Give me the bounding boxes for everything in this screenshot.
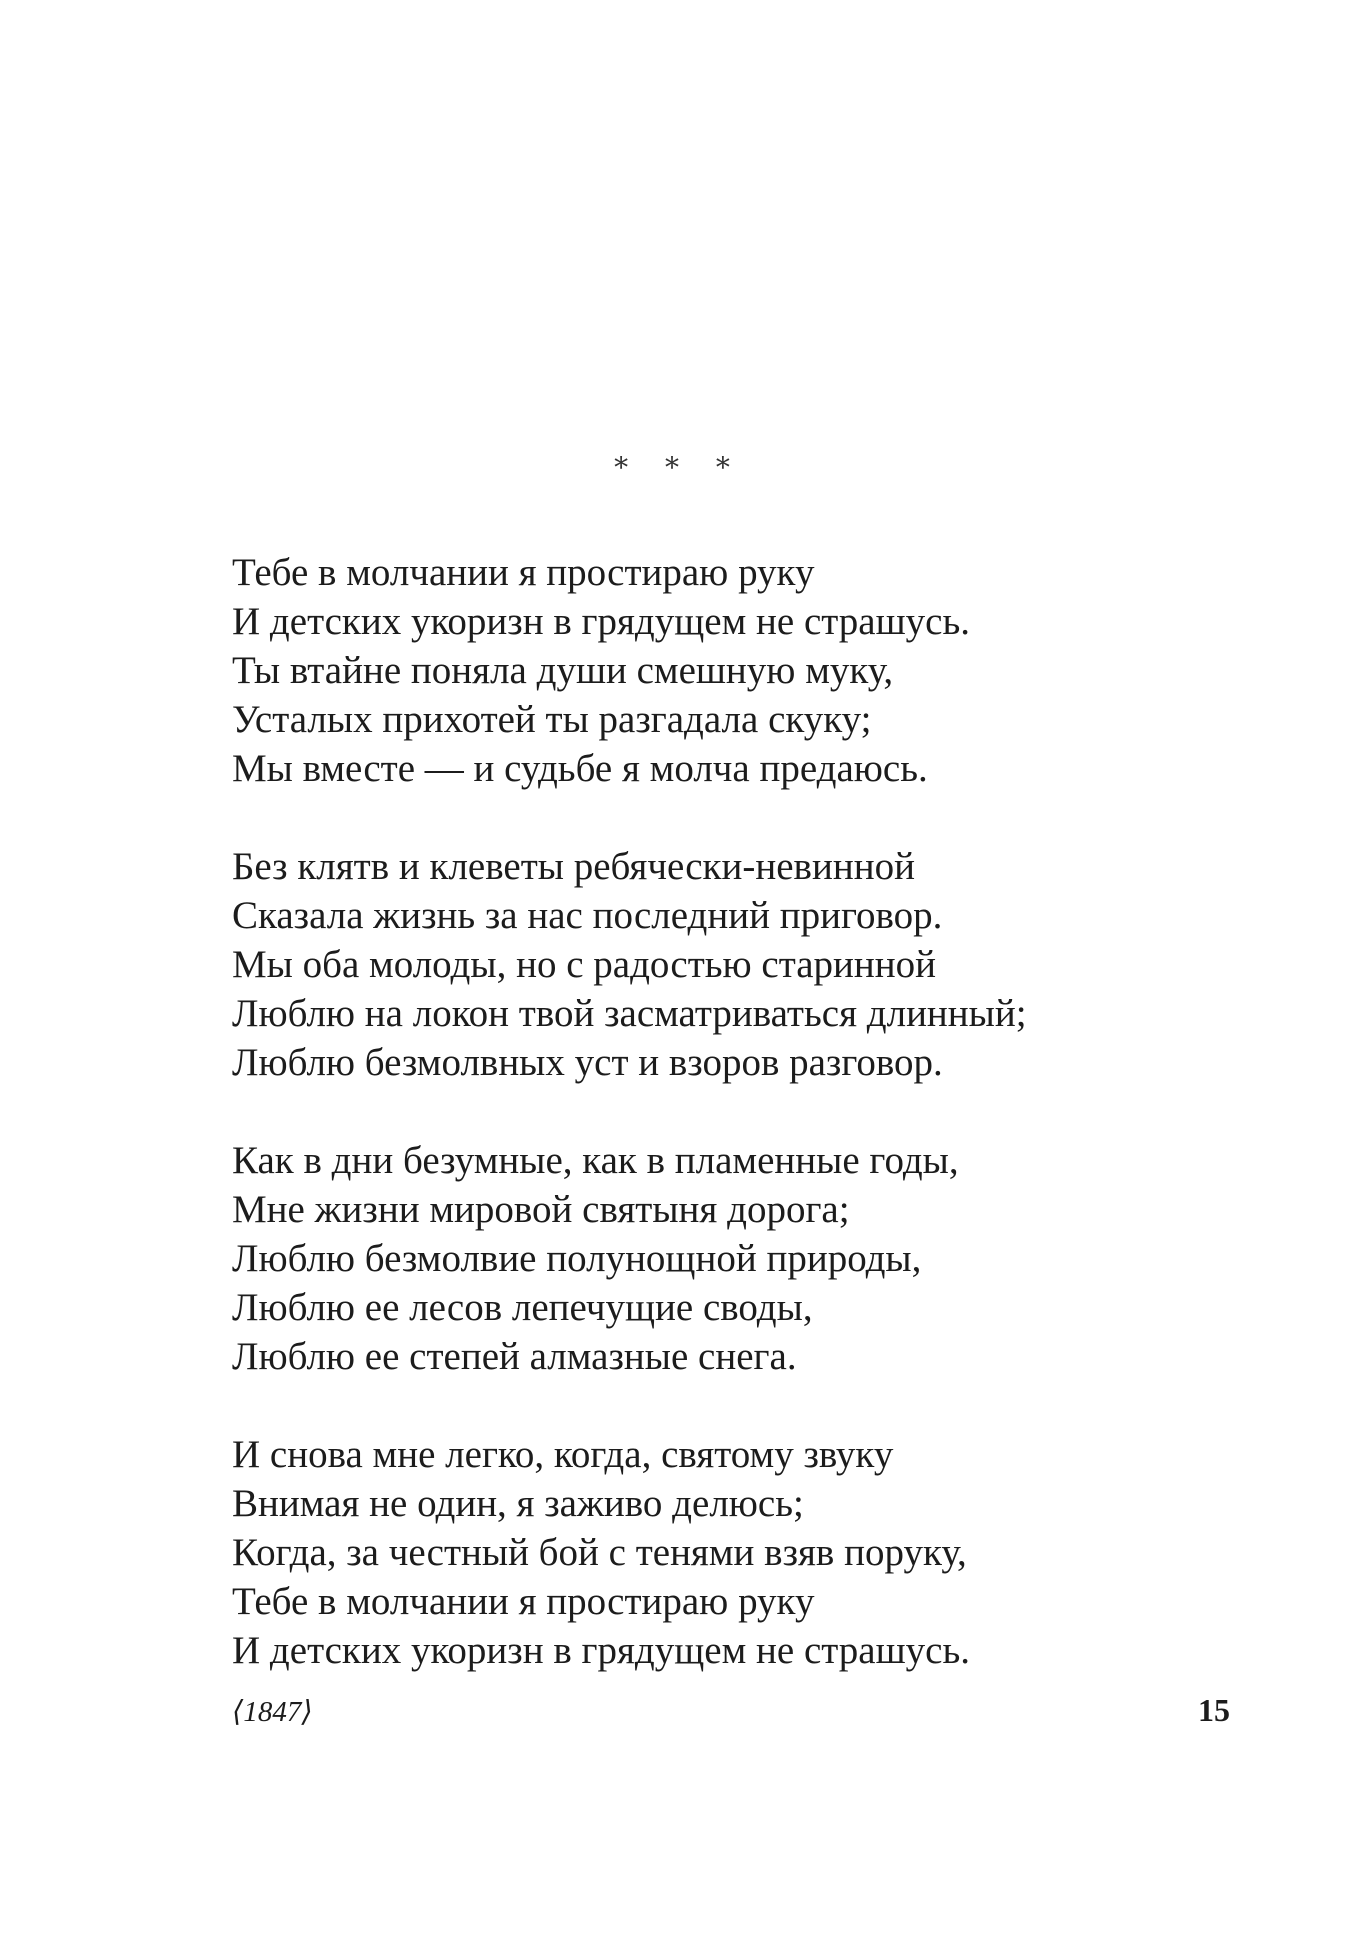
stanza-1 (232, 548, 1272, 793)
poem-line: Ты втайне поняла души смешную муку, (232, 649, 894, 692)
poem-line: Без клятв и клеветы ребячески-невинной (232, 845, 915, 888)
section-ornament: * * * (614, 451, 744, 484)
poem-line: И детских укоризн в грядущем не страшусь. (232, 1629, 970, 1672)
poem-line: Люблю ее степей алмазные снега. (232, 1335, 797, 1378)
poem-line: Сказала жизнь за нас последний приговор. (232, 894, 943, 937)
poem-line: Как в дни безумные, как в пламенные годы, (232, 1139, 959, 1182)
stanza-3 (232, 1136, 1272, 1381)
poem-line: Тебе в молчании я простираю руку (232, 1580, 815, 1623)
poem-line: Когда, за честный бой с тенями взяв поруку, (232, 1531, 967, 1574)
poem-line: Люблю на локон твой засматриваться длинный; (232, 992, 1027, 1035)
stanza-4 (232, 1430, 1272, 1675)
poem-line: Люблю безмолвных уст и взоров разговор. (232, 1041, 943, 1084)
page-number: 15 (1198, 1692, 1230, 1728)
poem-line: И детских укоризн в грядущем не страшусь. (232, 600, 970, 643)
poem-line: Мы вместе — и судьбе я молча предаюсь. (232, 747, 928, 790)
poem (232, 548, 1272, 1675)
poem-line: Люблю безмолвие полунощной природы, (232, 1237, 922, 1280)
poem-line: Мы оба молоды, но с радостью старинной (232, 943, 937, 986)
poem-line: Тебе в молчании я простираю руку (232, 551, 815, 594)
poem-line: Усталых прихотей ты разгадала скуку; (232, 698, 872, 741)
poem-line: Люблю ее лесов лепечущие своды, (232, 1286, 813, 1329)
poem-date: ⟨1847⟩ (232, 1696, 313, 1728)
poem-line: Внимая не один, я заживо делюсь; (232, 1482, 804, 1525)
poem-line: Мне жизни мировой святыня дорога; (232, 1188, 850, 1231)
poem-line: И снова мне легко, когда, святому звуку (232, 1433, 894, 1476)
stanza-2 (232, 842, 1272, 1087)
